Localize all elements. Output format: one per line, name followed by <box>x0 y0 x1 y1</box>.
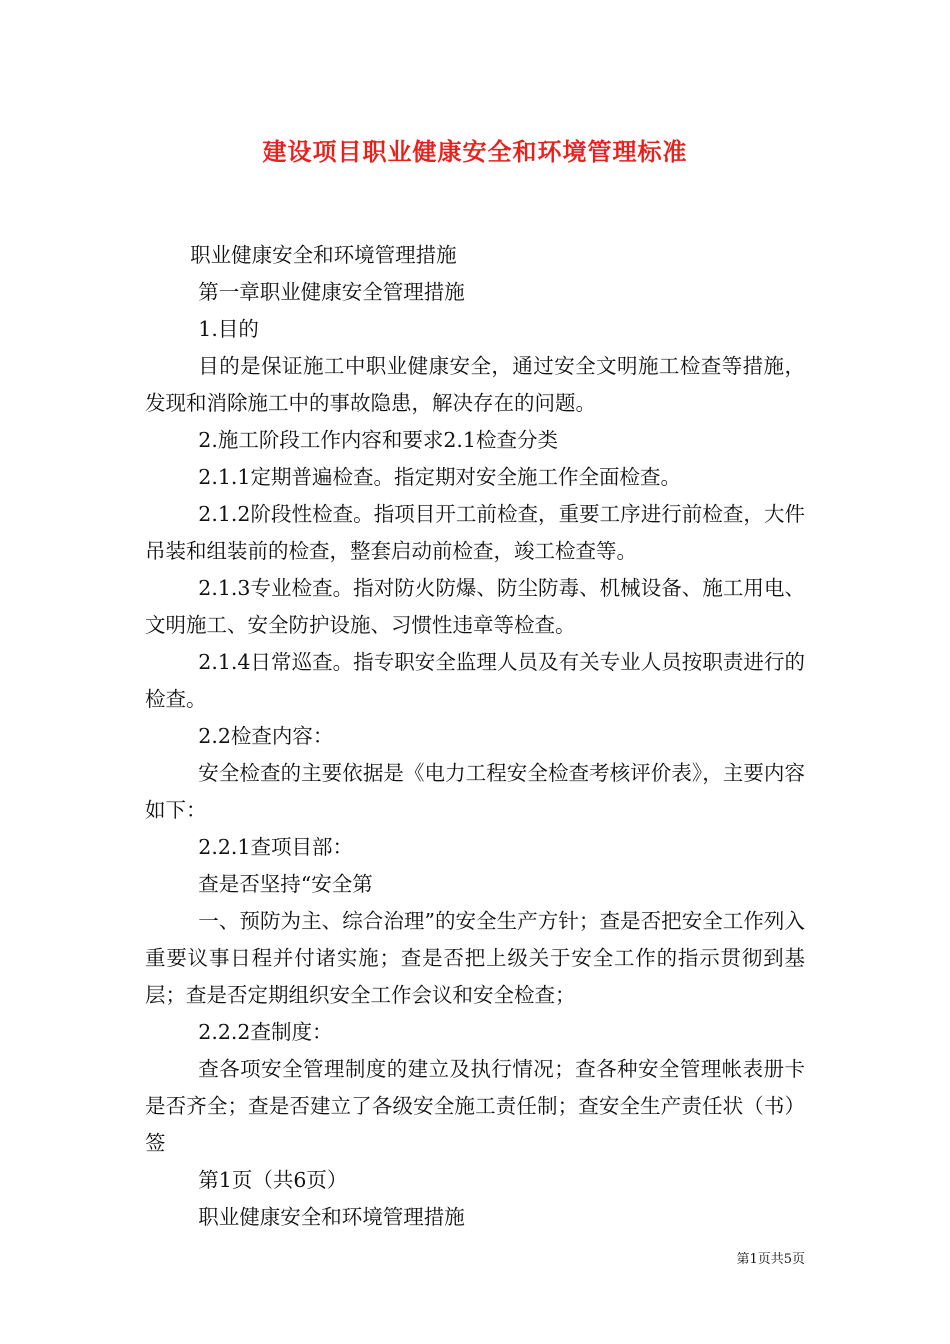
document-title: 建设项目职业健康安全和环境管理标准 <box>262 138 688 166</box>
paragraph: 2.1.2阶段性检查。指项目开工前检查，重要工序进行前检查，大件吊装和组装前的检查，整套启动前检查，竣工检查等。 <box>145 502 805 563</box>
paragraph: 2.1.3专业检查。指对防火防爆、防尘防毒、机械设备、施工用电、文明施工、安全防护设施、习惯性违章等检查。 <box>145 576 805 637</box>
paragraph: 2.施工阶段工作内容和要求2.1检查分类 <box>198 428 558 452</box>
paragraph: 职业健康安全和环境管理措施 <box>198 1205 465 1229</box>
paragraph: 第一章职业健康安全管理措施 <box>198 280 465 304</box>
paragraph: 目的是保证施工中职业健康安全，通过安全文明施工检查等措施，发现和消除施工中的事故隐患，解决存在的问题。 <box>145 354 805 415</box>
paragraph: 1.目的 <box>198 317 259 341</box>
paragraph: 2.1.4日常巡查。指专职安全监理人员及有关专业人员按职责进行的检查。 <box>145 650 805 711</box>
page-number-footer: 第1页共5页 <box>736 1252 805 1267</box>
paragraph: 2.2检查内容： <box>198 724 334 748</box>
paragraph: 2.2.1查项目部： <box>198 835 353 859</box>
paragraph: 2.2.2查制度： <box>198 1020 333 1044</box>
document-body <box>145 237 805 1236</box>
paragraph: 一、预防为主、综合治理”的安全生产方针；查是否把安全工作列入重要议事日程并付诸实施；查是否把上级关于安全工作的指示贯彻到基层；查是否定期组织安全工作会议和安全检查； <box>145 909 805 1007</box>
paragraph: 职业健康安全和环境管理措施 <box>190 243 457 267</box>
paragraph: 查各项安全管理制度的建立及执行情况；查各种安全管理帐表册卡是否齐全；查是否建立了各级安全施工责任制；查安全生产责任状（书）签 <box>145 1057 805 1155</box>
paragraph: 第1页（共6页） <box>198 1168 348 1192</box>
paragraph: 安全检查的主要依据是《电力工程安全检查考核评价表》，主要内容如下： <box>145 761 805 822</box>
paragraph: 2.1.1定期普遍检查。指定期对安全施工作全面检查。 <box>198 465 681 489</box>
paragraph: 查是否坚持“安全第 <box>198 872 373 896</box>
